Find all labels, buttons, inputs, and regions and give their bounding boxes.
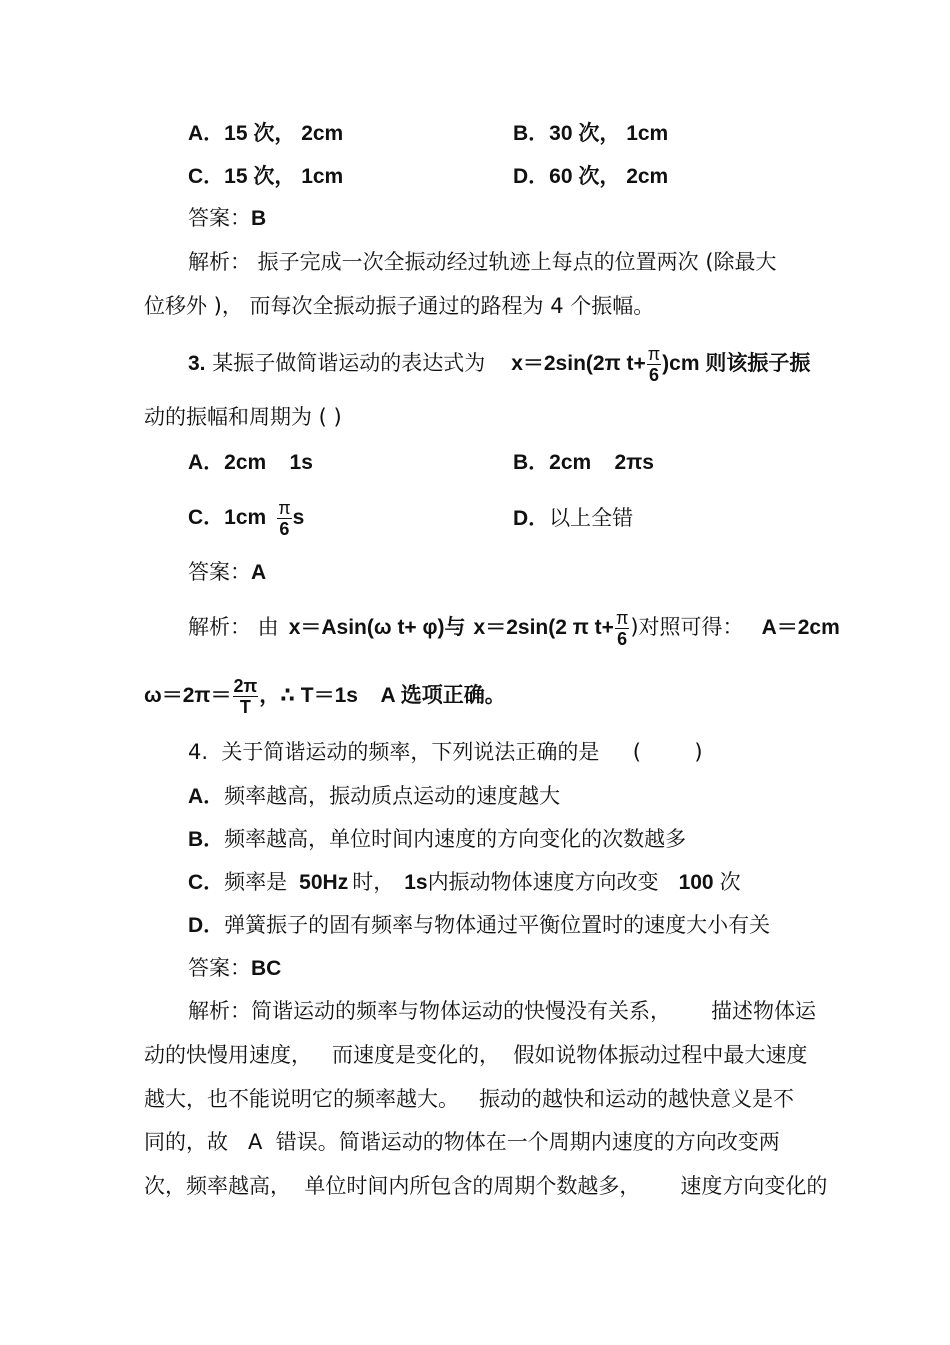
q2-option-b-label: B．	[513, 122, 550, 145]
q4-option-a-text: 频率越高，振动质点运动的速度越大	[224, 784, 561, 808]
q3-expression-b: )cm 则该振子振	[662, 352, 811, 375]
q3-prefix: 某振子做简谐运动的表达式为	[212, 351, 486, 375]
q3-analysis-fraction-numerator: π	[615, 607, 629, 628]
q3-analysis-expr-1: x＝Asin(ω t+ φ)与	[288, 616, 466, 639]
q4-stem: 4. 关于简谐运动的频率，下列说法正确的是 ( )	[188, 740, 703, 764]
q2-option-c-label: C．	[188, 165, 225, 188]
q3-analysis-fraction-denominator: 6	[617, 628, 628, 649]
q2-option-d-label: D．	[513, 165, 550, 188]
q4-option-c-label: C．	[188, 871, 225, 894]
q4-analysis-line-5: 次，频率越高， 单位时间内所包含的周期个数越多， 速度方向变化的	[144, 1174, 828, 1198]
q4-option-b	[188, 825, 686, 854]
q4-option-d-text: 弹簧振子的固有频率与物体通过平衡位置时的速度大小有关	[224, 913, 771, 937]
q3-option-c-fraction-numerator: π	[278, 497, 291, 518]
q3-fraction-denominator: 6	[648, 364, 659, 385]
q3-answer-value: A	[251, 561, 267, 584]
q4-option-a	[188, 782, 560, 811]
q2-option-d	[513, 162, 668, 191]
q3-analysis-line-1	[188, 604, 840, 651]
q2-option-a-label: A．	[188, 122, 225, 145]
q3-option-d-label: D．	[513, 507, 550, 530]
q3-option-c-text: 1cm	[224, 506, 267, 529]
q3-option-a-text: 2cm 1s	[224, 451, 313, 474]
q3-option-b	[513, 448, 654, 477]
q4-analysis-line-3: 越大，也不能说明它的频率越大。 振动的越快和运动的越快意义是不	[144, 1087, 795, 1111]
q3-option-b-text: 2cm 2πs	[549, 451, 654, 474]
q3-analysis-fraction	[615, 609, 629, 648]
q4-answer-label: 答案：	[188, 956, 251, 980]
q3-analysis-conclusion: ，∴ T＝1s A 选项正确。	[259, 684, 506, 707]
q2-option-c-text: 15 次， 1cm	[224, 165, 344, 188]
q4-option-d	[188, 911, 770, 940]
q3-option-c-label: C．	[188, 506, 225, 529]
q2-option-b-text: 30 次， 1cm	[549, 122, 669, 145]
q4-option-c	[188, 868, 741, 897]
q4-option-a-label: A．	[188, 785, 225, 808]
q3-stem-line-1	[188, 340, 810, 387]
q3-expression-a: x＝2sin(2π t+	[511, 352, 646, 375]
q3-analysis-result: A＝2cm	[761, 616, 840, 639]
q4-option-c-text-c: 内振动物体速度方向改变	[427, 870, 659, 894]
q4-option-c-text-a: 频率是	[224, 870, 288, 894]
q2-answer	[188, 204, 266, 233]
q3-analysis-line-2	[144, 672, 506, 719]
q3-option-c-fraction	[277, 499, 291, 538]
q2-analysis-line-2: 位移外 )， 而每次全振动振子通过的路程为 4 个振幅。	[144, 294, 655, 318]
q3-option-c-unit: s	[292, 506, 305, 529]
q2-option-c	[188, 162, 343, 191]
q3-analysis-period-denominator: T	[239, 696, 251, 717]
q4-option-c-frequency: 50Hz	[299, 871, 349, 894]
q3-option-b-label: B．	[513, 451, 550, 474]
q4-option-c-count: 100	[678, 871, 714, 894]
q3-answer-label: 答案：	[188, 560, 251, 584]
q3-fraction	[647, 345, 661, 384]
q4-analysis-line-4: 同的，故 A 错误。简谐运动的物体在一个周期内速度的方向改变两	[144, 1130, 780, 1154]
q2-option-a	[188, 119, 343, 148]
q3-option-c-fraction-denominator: 6	[279, 518, 290, 539]
q3-answer	[188, 558, 266, 587]
q3-analysis-expr-2: x＝2sin(2 π t+	[473, 616, 614, 639]
q2-answer-value: B	[251, 207, 267, 230]
q4-answer	[188, 954, 281, 983]
q3-analysis-omega: ω＝2π＝	[144, 684, 232, 707]
q3-analysis-post: )对照可得：	[630, 615, 744, 639]
q3-analysis-period-fraction	[233, 677, 259, 716]
q4-option-b-text: 频率越高，单位时间内速度的方向变化的次数越多	[224, 827, 687, 851]
q2-option-d-text: 60 次， 2cm	[549, 165, 669, 188]
q3-option-c	[188, 494, 304, 541]
q3-number: 3.	[188, 352, 206, 375]
q3-fraction-numerator: π	[647, 343, 661, 364]
q2-option-b	[513, 119, 668, 148]
q2-answer-label: 答案：	[188, 206, 251, 230]
q2-analysis-line-1: 解析： 振子完成一次全振动经过轨迹上每点的位置两次 (除最大	[188, 250, 777, 274]
q3-analysis-period-numerator: 2π	[233, 675, 258, 696]
q3-analysis-prefix: 解析： 由	[188, 615, 279, 639]
q4-option-c-time: 1s	[404, 871, 428, 894]
q4-option-b-label: B．	[188, 828, 225, 851]
q3-option-a-label: A．	[188, 451, 225, 474]
q3-stem-line-2: 动的振幅和周期为 ( )	[144, 405, 342, 429]
q3-option-d	[513, 504, 633, 533]
q4-option-c-text-d: 次	[719, 870, 741, 894]
q3-option-d-text: 以上全错	[549, 506, 634, 530]
q4-option-d-label: D．	[188, 914, 225, 937]
q4-analysis-line-2: 动的快慢用速度， 而速度是变化的， 假如说物体振动过程中最大速度	[144, 1043, 808, 1067]
q2-option-a-text: 15 次， 2cm	[224, 122, 344, 145]
q4-answer-value: BC	[251, 957, 282, 980]
q4-option-c-text-b: 时，	[352, 870, 395, 894]
q4-analysis-line-1: 解析：简谐运动的频率与物体运动的快慢没有关系， 描述物体运	[188, 999, 817, 1023]
q3-option-a	[188, 448, 313, 477]
